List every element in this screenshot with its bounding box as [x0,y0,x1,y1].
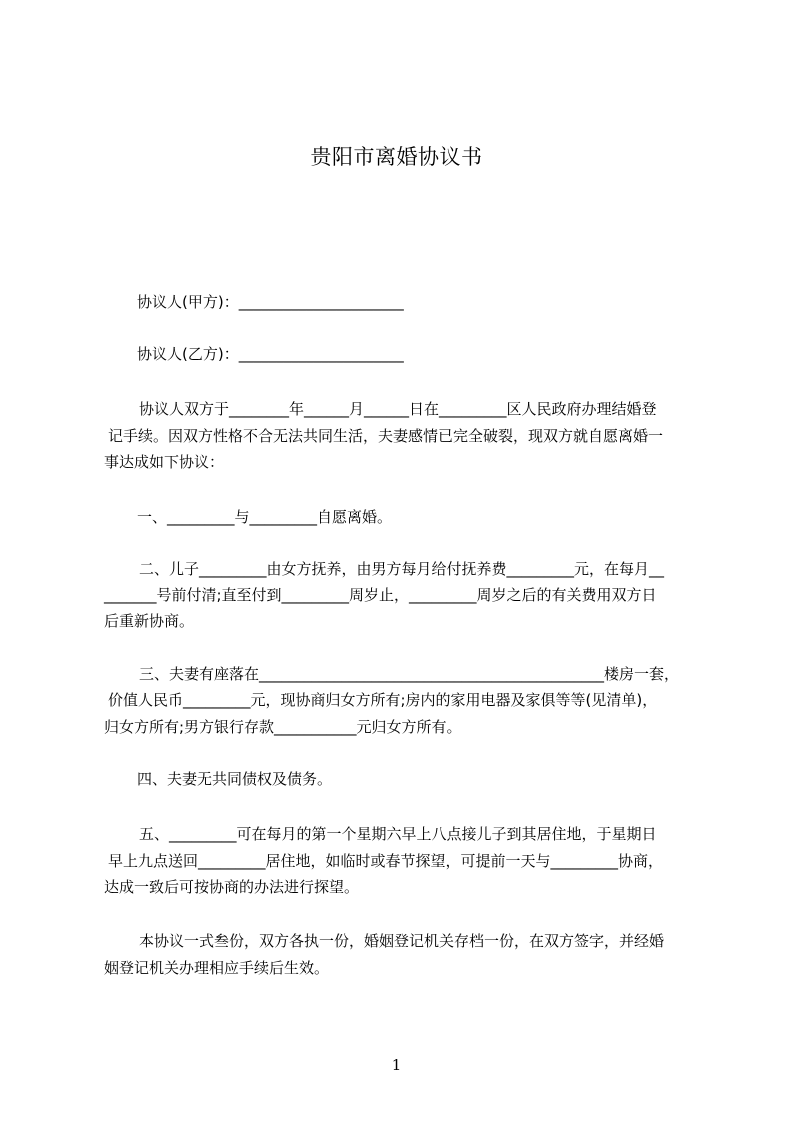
intro-line-1: 协议人双方于________年______月______日在_________区人民政府办理结婚登 [139,400,657,418]
intro-line-3: 事达成如下协议： [104,453,225,471]
clause-5-line-1: 五、_________可在每月的第一个星期六早上八点接儿子到其居住地，于星期日 [139,825,657,843]
clause-4-line: 四、夫妻无共同债权及债务。 [137,770,333,788]
clause-2-line-2: _______号前付清;直至付到_________周岁止，_________周岁之后的有关费用双方日 [104,586,657,604]
clause-3-line-1: 三、夫妻有座落在______________________________________________楼房一套， [139,665,680,683]
clause-5-line-3: 达成一致后可按协商的办法进行探望。 [104,878,360,896]
intro-line-2: 记手续。因双方性格不合无法共同生活，夫妻感情已完全破裂，现双方就自愿离婚一 [108,427,664,445]
clause-2-line-3: 后重新协商。 [104,612,195,630]
page-number: 1 [391,1056,402,1074]
party-b-line: 协议人(乙方)：______________________ [137,345,404,363]
clause-2-line-1: 二、儿子_________由女方抚养，由男方每月给付抚养费_________元，在每月__ [139,560,665,578]
closing-line-2: 姻登记机关办理相应手续后生效。 [104,959,330,977]
document-title: 贵阳市离婚协议书 [310,145,483,169]
clause-3-line-3: 归女方所有;男方银行存款___________元归女方所有。 [104,718,462,736]
party-a-line: 协议人(甲方)：______________________ [137,293,404,311]
clause-1-line: 一、_________与_________自愿离婚。 [137,508,393,526]
clause-5-line-2: 早上九点送回_________居住地，如临时或春节探望，可提前一天与_________协商， [108,852,664,870]
closing-line-1: 本协议一式叁份，双方各执一份，婚姻登记机关存档一份，在双方签字，并经婚 [139,932,665,950]
clause-3-line-2: 价值人民币_________元，现协商归女方所有;房内的家用电器及家俱等等(见清单)， [108,691,658,709]
